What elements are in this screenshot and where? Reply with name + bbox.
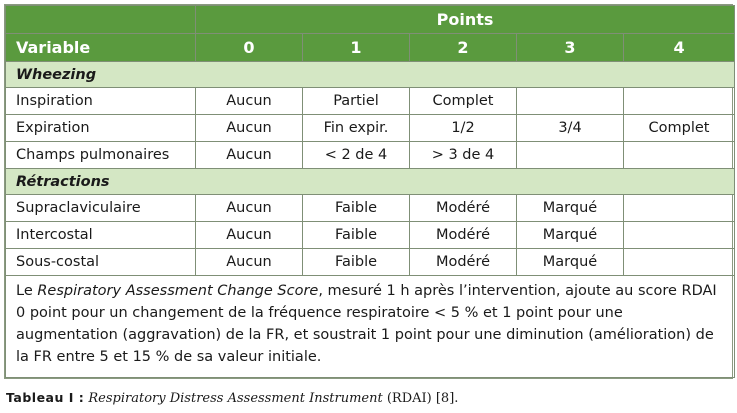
- rdai-table-frame: [4, 4, 733, 379]
- table-row: [6, 195, 735, 222]
- score-header: 0: [196, 34, 303, 62]
- table-cell: [624, 249, 735, 276]
- table-cell: Aucun: [196, 115, 303, 142]
- table-cell: Modéré: [410, 249, 517, 276]
- section-title: Wheezing: [6, 62, 735, 88]
- section-title: Rétractions: [6, 169, 735, 195]
- table-cell: Aucun: [196, 195, 303, 222]
- table-cell: 3/4: [517, 115, 624, 142]
- table-cell: [624, 222, 735, 249]
- table-row: [6, 249, 735, 276]
- table-row: [6, 88, 735, 115]
- score-header: 3: [517, 34, 624, 62]
- table-cell: Faible: [303, 222, 410, 249]
- points-header-blank: [6, 6, 196, 34]
- table-cell: 1/2: [410, 115, 517, 142]
- table-cell: Marqué: [517, 249, 624, 276]
- table-cell: Modéré: [410, 222, 517, 249]
- row-label: Supraclaviculaire: [6, 195, 196, 222]
- section-row-wheezing: [6, 62, 735, 88]
- table-cell: Faible: [303, 249, 410, 276]
- score-header: 1: [303, 34, 410, 62]
- score-header: 4: [624, 34, 735, 62]
- table-cell: Complet: [624, 115, 735, 142]
- row-label: Expiration: [6, 115, 196, 142]
- rdai-table: [5, 5, 735, 378]
- row-label: Inspiration: [6, 88, 196, 115]
- table-cell: Complet: [410, 88, 517, 115]
- table-row: [6, 115, 735, 142]
- note-italic: Respiratory Assessment Change Score: [37, 283, 319, 299]
- row-label: Sous-costal: [6, 249, 196, 276]
- row-label: Champs pulmonaires: [6, 142, 196, 169]
- points-header: Points: [196, 6, 735, 34]
- row-label: Intercostal: [6, 222, 196, 249]
- variable-header: Variable: [6, 34, 196, 62]
- caption-label: Tableau I :: [6, 390, 85, 405]
- table-cell: Aucun: [196, 88, 303, 115]
- score-header: 2: [410, 34, 517, 62]
- table-cell: [624, 142, 735, 169]
- table-caption: [6, 390, 458, 406]
- table-cell: > 3 de 4: [410, 142, 517, 169]
- note-prefix: Le: [16, 283, 38, 299]
- note-text: , mesuré 1 h après l’intervention, ajoute au score RDAI 0 point pour un changement de la fréquence respiratoire < 5 % et 1 point pour une augmentation (aggravation) de la FR, et soustrait 1 point pour une diminution (amélioration) de la FR entre 5 et 15 % de sa valeur initiale.: [16, 283, 717, 365]
- table-cell: Marqué: [517, 222, 624, 249]
- table-cell: Fin expir.: [303, 115, 410, 142]
- table-cell: [624, 195, 735, 222]
- caption-italic: Respiratory Distress Assessment Instrument: [88, 391, 383, 406]
- table-cell: Aucun: [196, 142, 303, 169]
- table-cell: Aucun: [196, 222, 303, 249]
- table-cell: Partiel: [303, 88, 410, 115]
- table-cell: [624, 88, 735, 115]
- table-cell: [517, 88, 624, 115]
- table-cell: Marqué: [517, 195, 624, 222]
- table-row: [6, 222, 735, 249]
- table-cell: Faible: [303, 195, 410, 222]
- caption-text: (RDAI) [8].: [382, 391, 459, 406]
- table-row: [6, 142, 735, 169]
- table-cell: Modéré: [410, 195, 517, 222]
- note-row: [6, 276, 735, 378]
- column-header-row: [6, 34, 735, 62]
- points-header-row: [6, 6, 735, 34]
- table-cell: Aucun: [196, 249, 303, 276]
- section-row-retractions: [6, 169, 735, 195]
- table-cell: [517, 142, 624, 169]
- table-cell: < 2 de 4: [303, 142, 410, 169]
- table-note: [6, 276, 735, 378]
